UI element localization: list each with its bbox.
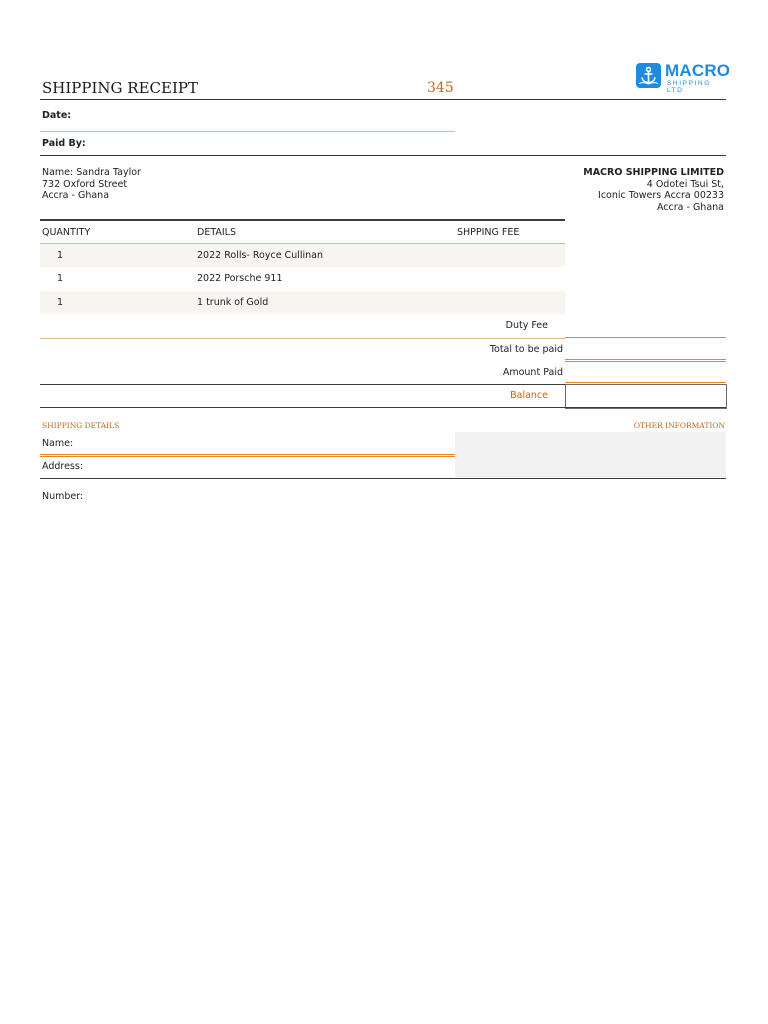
total-to-be-paid-label: Total to be paid (489, 344, 563, 355)
duty-fee-row-rule (40, 338, 565, 339)
shipping-name-rule-2 (40, 456, 455, 457)
company-building: Iconic Towers Accra 00233 (598, 190, 724, 201)
company-address (583, 167, 724, 213)
document-title: SHIPPING RECEIPT (42, 79, 198, 97)
customer-name: Name: Sandra Taylor (42, 167, 141, 178)
company-logo (636, 61, 731, 94)
other-information-heading: OTHER INFORMATION (633, 421, 725, 430)
amount-paid-value-rule (565, 382, 726, 383)
shipping-address-rule (40, 478, 726, 479)
total-value-rule-2 (565, 361, 726, 362)
balance-label: Balance (510, 390, 548, 401)
date-label: Date: (42, 110, 72, 121)
company-city: Accra - Ghana (656, 201, 724, 213)
balance-value-box (565, 384, 727, 409)
duty-fee-label: Duty Fee (505, 320, 548, 331)
logo-subtitle: SHIPPING LTD (667, 80, 711, 94)
row-quantity: 1 (57, 297, 64, 308)
paid-by-label: Paid By: (42, 138, 86, 149)
other-information-box (455, 432, 726, 477)
receipt-number: 345 (427, 80, 454, 96)
total-value-rule (565, 359, 726, 360)
table-row (40, 291, 565, 314)
header-rule (40, 99, 726, 100)
duty-fee-value-rule (565, 337, 726, 338)
row-quantity: 1 (57, 250, 64, 261)
row-quantity: 1 (57, 273, 64, 284)
row-details: 1 trunk of Gold (197, 297, 269, 308)
row-details: 2022 Porsche 911 (197, 273, 283, 284)
shipping-number-label: Number: (42, 491, 84, 502)
customer-address (42, 167, 141, 202)
date-rule (40, 131, 455, 132)
paid-by-rule (40, 155, 726, 156)
column-header-quantity: QUANTITY (42, 227, 91, 238)
customer-street: 732 Oxford Street (42, 178, 128, 190)
customer-city: Accra - Ghana (42, 190, 110, 201)
logo-wordmark: MACRO (665, 61, 731, 80)
company-street: 4 Odotei Tsui St, (646, 178, 724, 190)
amount-paid-label: Amount Paid (502, 367, 563, 378)
table-top-rule (40, 219, 565, 221)
amount-paid-row-rule (40, 384, 565, 385)
column-header-shipping-fee: SHPPING FEE (457, 227, 520, 238)
shipping-details-heading: SHIPPING DETAILS (42, 421, 120, 430)
table-bottom-rule (40, 407, 726, 408)
shipping-name-label: Name: (42, 438, 74, 449)
column-header-details: DETAILS (197, 227, 237, 238)
company-name: MACRO SHIPPING LIMITED (583, 167, 724, 178)
shipping-name-rule (40, 454, 455, 455)
shipping-address-label: Address: (42, 461, 84, 472)
anchor-icon (636, 63, 661, 88)
row-details: 2022 Rolls- Royce Cullinan (197, 250, 323, 261)
